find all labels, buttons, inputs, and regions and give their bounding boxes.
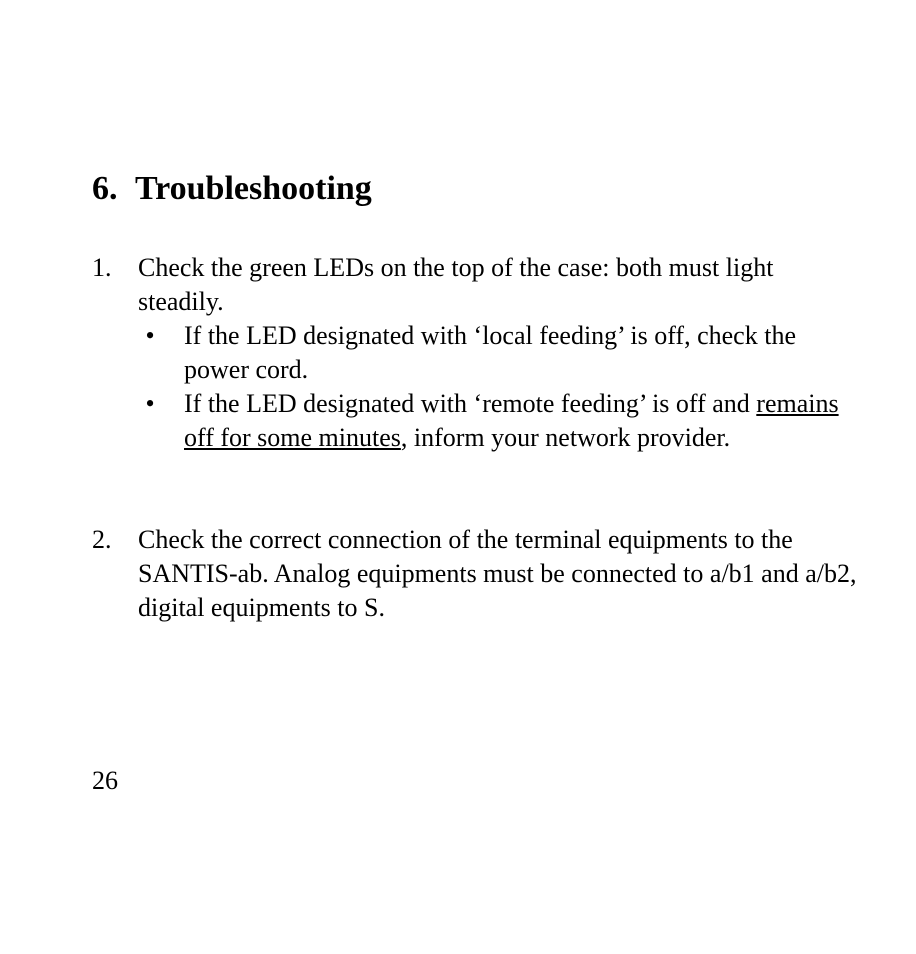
bullet-text: If the LED designated with ‘local feeding’ is off, check the power cord. [184, 321, 796, 384]
bullet-list [138, 319, 862, 455]
bullet-text-before: If the LED designated with ‘remote feeding’ is off and [184, 389, 757, 418]
bullet-item-local-feeding [138, 319, 862, 387]
list-item-number: 1. [92, 253, 112, 282]
section-heading [92, 168, 372, 210]
bullet-icon: • [145, 389, 155, 418]
list-item-text: Check the correct connection of the terminal equipments to the SANTIS-ab. Analog equipments must be connected to a/b1 and a/b2, digital equipments to S. [138, 525, 857, 622]
list-item-1 [92, 251, 862, 455]
bullet-text-after: , inform your network provider. [400, 423, 731, 452]
underlined-text: remains off for some minutes [184, 389, 839, 452]
section-number: 6. [92, 170, 118, 207]
list-item-2 [92, 523, 862, 625]
bullet-item-remote-feeding [138, 387, 862, 455]
bullet-text [184, 389, 839, 452]
bullet-icon: • [145, 321, 155, 350]
list-item-body [138, 523, 862, 625]
section-title: Troubleshooting [135, 170, 372, 207]
list-item-number: 2. [92, 525, 112, 554]
list-item-body [138, 251, 862, 455]
list-item-text: Check the green LEDs on the top of the case: both must light steadily. [138, 253, 774, 316]
page-number: 26 [92, 766, 118, 795]
